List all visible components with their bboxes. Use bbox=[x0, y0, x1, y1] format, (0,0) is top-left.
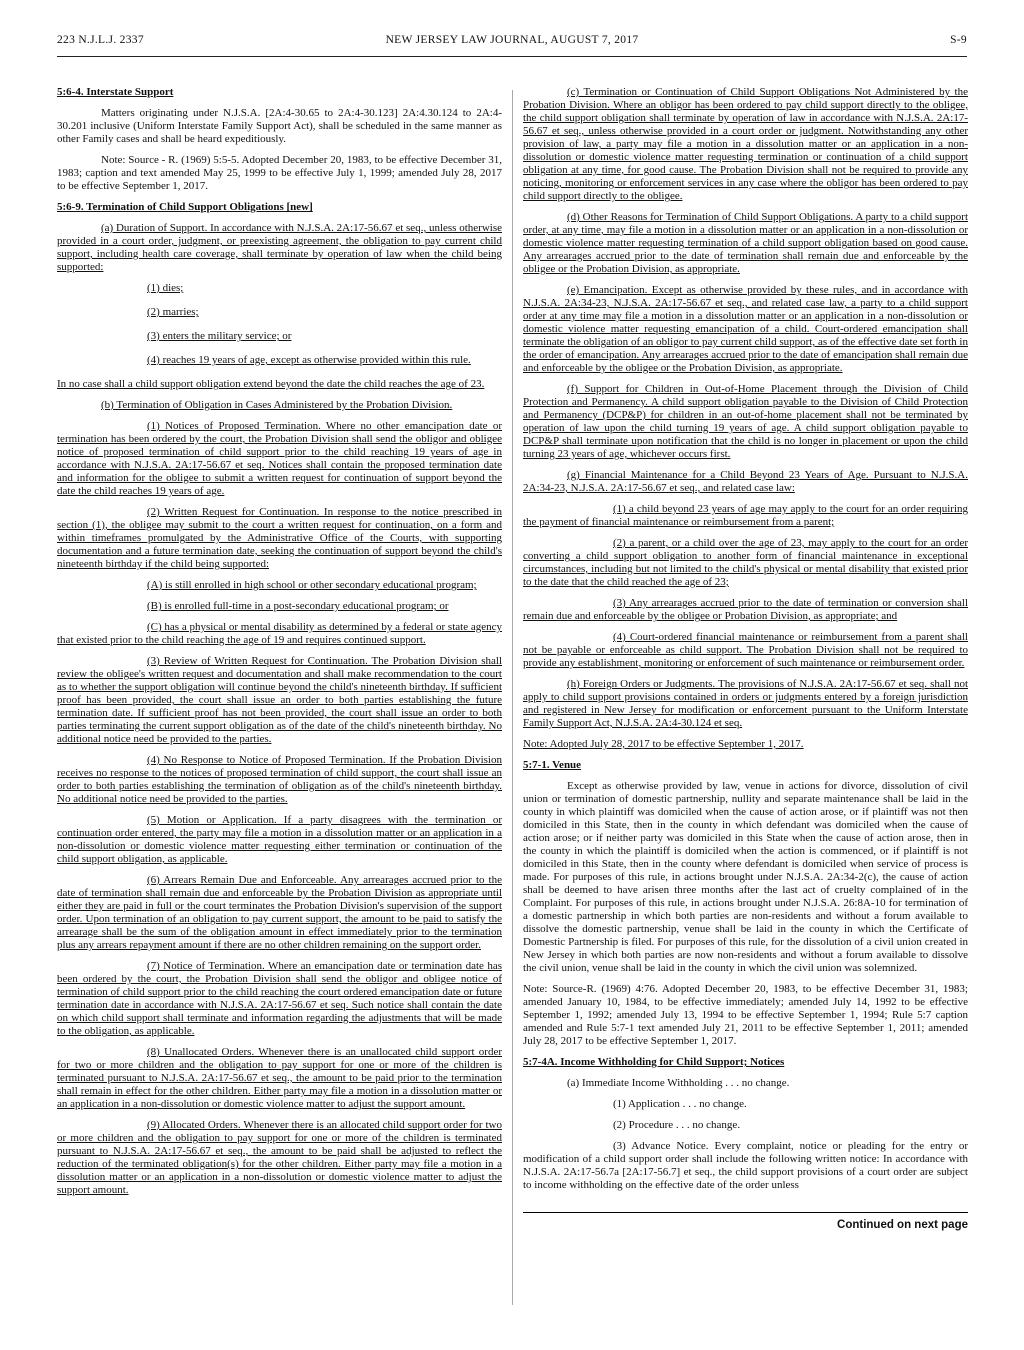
continued-label: Continued on next page bbox=[837, 1219, 968, 1231]
note: Note: Source - R. (1969) 5:5-5. Adopted December 20, 1983, to be effective December 31, 1983; caption and text amended May 25, 1999 to be effective July 1, 1999; amended July 28, 2017 to be effective September 1, 2017. bbox=[57, 154, 502, 192]
paragraph: (7) Notice of Termination. Where an emancipation date or termination date has been ordered by the court, the Probation Division shall send the obligor and obligee notice of termination of child support prior to the child reaching the court ordered emancipation date or future termination date in accordance with N.J.S.A. 2A:17-56.67 et seq. Such notice shall contain the date on which child support shall terminate and information regarding the adjustments that will be made to the obligation, as applicable. bbox=[57, 960, 502, 1037]
paragraph: (4) Court-ordered financial maintenance or reimbursement from a parent shall not be payable or enforceable as child support. The Probation Division shall not be required to provide any establishment, monitoring or enforcement of such maintenance or reimbursement order. bbox=[523, 631, 968, 669]
list-item: (1) dies; bbox=[147, 282, 184, 294]
subsection-a: (a) Immediate Income Withholding . . . no change. bbox=[567, 1077, 790, 1089]
subsection-f: (f) Support for Children in Out-of-Home Placement through the Division of Child Protection and Permanency. A child support obligation payable to the Division of Child Protection and Permanency (DCP&P) for children in an out-of-home placement shall not be terminated by operation of law upon the child turning 19 years of age. A child support obligation payable to DCP&P shall terminate upon notification that the child is no longer in placement or upon the child turning 23 years of age, whichever occurs first. bbox=[523, 383, 968, 460]
paragraph: (3) Any arrearages accrued prior to the date of termination or conversion shall remain due and enforceable by the obligee or Probation Division, as appropriate; and bbox=[523, 597, 968, 622]
list-item: (3) enters the military service; or bbox=[147, 330, 292, 342]
paragraph: (2) Procedure . . . no change. bbox=[613, 1119, 741, 1131]
paragraph: In no case shall a child support obligation extend beyond the date the child reaches the age of 23. bbox=[57, 378, 485, 390]
paragraph: (1) Application . . . no change. bbox=[613, 1098, 747, 1110]
subsection-h: (h) Foreign Orders or Judgments. The provisions of N.J.S.A. 2A:17-56.67 et seq. shall not apply to child support provisions contained in orders or judgments entered by a foreign jurisdiction and registered in New Jersey for modification or enforcement pursuant to the Uniform Interstate Family Support Act, N.J.S.A. 2A:4-30.124 et seq. bbox=[523, 678, 968, 729]
note: Note: Adopted July 28, 2017 to be effective September 1, 2017. bbox=[523, 738, 804, 750]
paragraph: (A) is still enrolled in high school or other secondary educational program; bbox=[147, 579, 477, 591]
citation: 223 N.J.L.J. 2337 bbox=[57, 34, 144, 46]
paragraph: Except as otherwise provided by law, venue in actions for divorce, dissolution of civil union or termination of domestic partnership, nullity and separate maintenance shall be laid in the county in which plaintiff was domiciled when the cause of action arose, or if plaintiff was not then domiciled in this State, then in the county in which defendant was domiciled when the cause of action arose; or if neither party was domiciled in this State when the cause of action arose, then in the county in which the plaintiff is domiciled when the action is commenced, or if plaintiff is not domiciled in this State, then in the county where defendant is domiciled when service of process is made. For purposes of this rule, in actions brought under N.J.S.A. 2A:34-2(c), the cause of action shall be deemed to have arisen three months after the last act of cruelty complained of in the Complaint. For purposes of this rule, in actions brought under N.J.S.A. 26:8A-10 for termination of a domestic partnership in which both parties are non-residents and without a forum available to dissolve the domestic partnership, venue shall be laid in the county in which the Certificate of Domestic Partnership is filed. For purposes of this rule, for the dissolution of a civil union created in New Jersey in which both parties are now non-residents and without a forum available to dissolve the civil union, venue shall be laid in the county in which the civil union was solemnized. bbox=[523, 780, 968, 974]
paragraph: (4) No Response to Notice of Proposed Termination. If the Probation Division receives no response to the notices of proposed termination of child support, the court shall issue an order to both parties establishing the termination of obligation as of the child's nineteenth birthday. No additional notice need be provided to the parties. bbox=[57, 754, 502, 805]
right-column bbox=[523, 86, 968, 1232]
paragraph: (8) Unallocated Orders. Whenever there is an unallocated child support order for two or more children and the obligation to pay support for one or more of the children is terminated pursuant to N.J.S.A. 2A:17-56.67 et seq., the amount to be paid prior to the termination shall remain in effect for the other children. Either party may file a motion in a dissolution matter or an application in a non-dissolution or domestic violence matter to adjust the support amount. bbox=[57, 1046, 502, 1110]
paragraph: (6) Arrears Remain Due and Enforceable. Any arrearages accrued prior to the date of termination shall remain due and enforceable by the Probation Division as appropriate until either they are paid in full or the court terminates the Probation Division's supervision of the support order. Upon termination of an obligation to pay current support, the amount to be paid to satisfy the arrearage shall be the sum of the obligation amount in effect immediately prior to the termination plus any arrears repayment amount if there are no other children remaining on the support order. bbox=[57, 874, 502, 951]
column-divider bbox=[512, 90, 513, 1305]
paragraph: (9) Allocated Orders. Whenever there is an allocated child support order for two or more children and the obligation to pay support for one or more of the children is terminated pursuant to N.J.S.A. 2A:17-56.67 et seq., the amount to be paid shall be adjusted to reflect the reduction of the terminated obligation(s) for the other children. Either party may file a motion in a dissolution matter or an application in a non-dissolution or domestic violence matter to adjust the support amount. bbox=[57, 1119, 502, 1196]
paragraph: (B) is enrolled full-time in a post-secondary educational program; or bbox=[147, 600, 449, 612]
list-item: (2) marries; bbox=[147, 306, 199, 318]
header-rule bbox=[57, 56, 967, 57]
section-heading-5-7-1: 5:7-1. Venue bbox=[523, 759, 582, 771]
paragraph: (3) Review of Written Request for Continuation. The Probation Division shall review the obligee's written request and documentation and shall make recommendation to the court as to whether the support obligation will continue beyond the child's nineteenth birthday. If sufficient proof has been provided, the court shall issue an order to both parties establishing the future termination date. If sufficient proof has not been provided, the court shall issue an order to both parties terminating the current support obligation as of the date of the child's nineteenth birthday. No additional notice need be provided to the parties. bbox=[57, 655, 502, 745]
paragraph: (C) has a physical or mental disability as determined by a federal or state agency that existed prior to the child reaching the age of 19 and requires continued support. bbox=[57, 621, 502, 646]
paragraph: (2) Written Request for Continuation. In response to the notice prescribed in section (1), the obligee may submit to the court a written request for continuation, on a form and within timeframes promulgated by the Administrative Office of the Courts, with supporting documentation and a future termination date, seeking the continuation of support beyond the child's nineteenth birthday if the child being supported: bbox=[57, 506, 502, 570]
page-header bbox=[57, 34, 967, 52]
paragraph: (3) Advance Notice. Every complaint, notice or pleading for the entry or modification of a child support order shall include the following written notice: In accordance with N.J.S.A. 2A:17-56.7a [2A:17-56.7] et seq., the child support provisions of a court order are subject to income withholding on the effective date of the order unless bbox=[523, 1140, 968, 1191]
note: Note: Source-R. (1969) 4:76. Adopted December 20, 1983, to be effective December 31, 1983; amended January 10, 1984, to be effective immediately; amended July 14, 1992 to be effective September 1, 1992; amended July 13, 1994 to be effective September 1, 1994; Rule 5:7 caption amended and Rule 5:7-1 text amended July 21, 2011 to be effective September 1, 2011; amended July 28, 2017 to be effective September 1, 2017. bbox=[523, 983, 968, 1047]
subsection-d: (d) Other Reasons for Termination of Child Support Obligations. A party to a child support order, at any time, may file a motion in a dissolution matter or an application in a non-dissolution or domestic violence matter requesting termination of a child support obligation based on good cause. Any arrearages accrued prior to the date of termination shall remain due and enforceable by the obligee or the Probation Division, as appropriate. bbox=[523, 211, 968, 275]
subsection-b: (b) Termination of Obligation in Cases Administered by the Probation Division. bbox=[101, 399, 453, 411]
paragraph: (5) Motion or Application. If a party disagrees with the termination or continuation order entered, the party may file a motion in a dissolution matter or an application in a non-dissolution or domestic violence matter requesting either termination or continuation of the child support obligation, as applicable. bbox=[57, 814, 502, 865]
subsection-a: (a) Duration of Support. In accordance with N.J.S.A. 2A:17-56.67 et seq., unless otherwise provided in a court order, judgment, or preexisting agreement, the obligation to pay current child support, including health care coverage, shall terminate by operation of law when the child being supported: bbox=[57, 222, 502, 273]
subsection-g: (g) Financial Maintenance for a Child Beyond 23 Years of Age. Pursuant to N.J.S.A. 2A:34-23, N.J.S.A. 2A:17-56.67 et seq., and related case law: bbox=[523, 469, 968, 494]
list-item: (4) reaches 19 years of age, except as otherwise provided within this rule. bbox=[147, 354, 471, 366]
paragraph: Matters originating under N.J.S.A. [2A:4-30.65 to 2A:4-30.123] 2A:4.30.124 to 2A:4-30.201 inclusive (Uniform Interstate Family Support Act), shall be scheduled in the same manner as other Family cases and shall be heard expeditiously. bbox=[57, 107, 502, 145]
section-heading-5-6-4: 5:6-4. Interstate Support bbox=[57, 86, 174, 98]
section-heading-5-6-9: 5:6-9. Termination of Child Support Obligations [new] bbox=[57, 201, 313, 213]
subsection-e: (e) Emancipation. Except as otherwise provided by these rules, and in accordance with N.J.S.A. 2A:34-23, N.J.S.A. 2A:17-56.67 et seq., and related case law, a party to a child support order at any time may file a motion in a dissolution matter or an application in a non-dissolution or domestic violence matter requesting emancipation of a child. Court-ordered emancipation shall terminate the obligation of an obligor to pay current child support, as of the effective date set forth in the order of emancipation. Any arrearages accrued prior to the date of emancipation shall remain due and enforceable by the obligee or the Probation Division, as appropriate. bbox=[523, 284, 968, 374]
paragraph: (1) a child beyond 23 years of age may apply to the court for an order requiring the payment of financial maintenance or reimbursement from a parent; bbox=[523, 503, 968, 528]
paragraph: (2) a parent, or a child over the age of 23, may apply to the court for an order converting a child support obligation to another form of financial maintenance in exceptional circumstances, including but not limited to the child's physical or mental disability that existed prior to the date that the child reached the age of 23; bbox=[523, 537, 968, 588]
paragraph: (1) Notices of Proposed Termination. Where no other emancipation date or termination has been ordered by the court, the Probation Division shall send the obligor and obligee notice of proposed termination of child support prior to the child reaching 19 years of age in accordance with N.J.S.A. 2A:17-56.67 et seq. Notices shall contain the proposed termination date and information for the obligee to submit a written request for continuation of support beyond the date the child reaches 19 years of age. bbox=[57, 420, 502, 497]
page-number: S-9 bbox=[950, 34, 967, 46]
subsection-c: (c) Termination or Continuation of Child Support Obligations Not Administered by the Probation Division. Where an obligor has been ordered to pay child support directly to the obligee, the child support obligation shall terminate by operation of law in accordance with N.J.S.A. 2A:17-56.67 et seq., unless otherwise provided in a court order or judgment. Notwithstanding any other provision of law, a party may file a motion in a dissolution matter or an application in a non-dissolution or domestic violence matter requesting termination or continuation of a child support obligation at any time, for good cause. The Probation Division shall not be required to provide any noticing, monitoring or enforcement services in any case where the obligor has been ordered to pay child support directly to the obligee. bbox=[523, 86, 968, 202]
footer-rule bbox=[523, 1212, 968, 1213]
left-column bbox=[57, 86, 502, 1205]
publication-title: NEW JERSEY LAW JOURNAL, AUGUST 7, 2017 bbox=[385, 34, 639, 46]
section-heading-5-7-4a: 5:7-4A. Income Withholding for Child Support; Notices bbox=[523, 1056, 785, 1068]
